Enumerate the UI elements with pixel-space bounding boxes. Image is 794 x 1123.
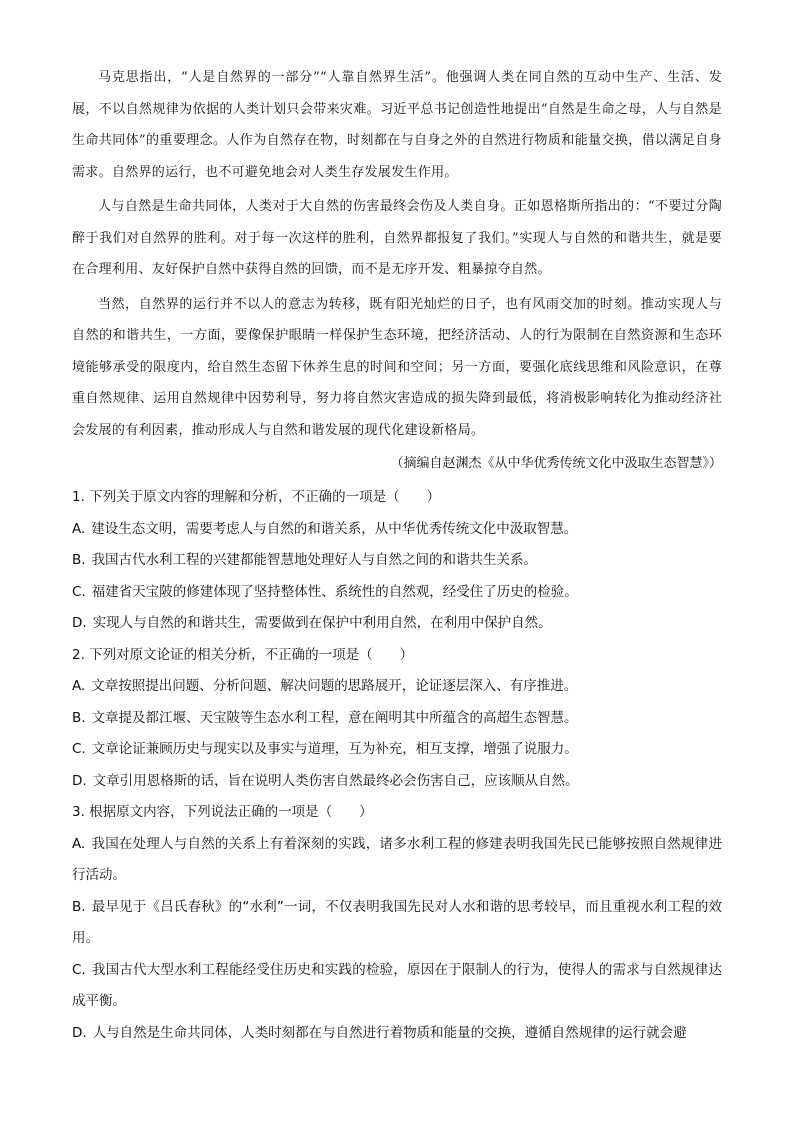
option-text: 我国古代水利工程的兴建都能智慧地处理好人与自然之间的和谐共生关系。 xyxy=(91,552,538,568)
option-text: 最早见于《吕氏春秋》的“水利”一词，不仅表明我国先民对人水和谐的思考较早，而且重视水利工程的效用。 xyxy=(72,898,722,946)
option-letter: A. xyxy=(72,678,86,694)
option-text: 文章按照提出问题、分析问题、解决问题的思路展开，论证逐层深入、有序推进。 xyxy=(91,678,578,694)
answer-option-d xyxy=(72,766,722,798)
option-letter: C. xyxy=(72,741,86,757)
option-text: 福建省天宝陂的修建体现了坚持整体性、系统性的自然观，经受住了历史的检验。 xyxy=(91,583,578,600)
question-stem: 2. 下列对原文论证的相关分析，不正确的一项是（ ） xyxy=(72,646,414,663)
option-text: 我国古代大型水利工程能经受住历史和实践的检验，原因在于限制人的行为，使得人的需求与自然规律达成平衡。 xyxy=(72,961,722,1009)
option-text: 我国在处理人与自然的关系上有着深刻的实践，诸多水利工程的修建表明我国先民已能够按照自然规律进行活动。 xyxy=(72,835,722,883)
answer-option-a xyxy=(72,671,722,703)
option-letter: A. xyxy=(72,520,86,537)
option-letter: C. xyxy=(72,583,86,600)
answer-option-b xyxy=(72,892,722,955)
option-letter: D. xyxy=(72,615,87,631)
option-letter: D. xyxy=(72,1024,87,1041)
option-text: 实现人与自然的和谐共生，需要做到在保护中利用自然，在利用中保护自然。 xyxy=(92,615,552,631)
question-list xyxy=(72,482,722,1049)
question-stem: 3. 根据原文内容，下列说法正确的一项是（ ） xyxy=(72,804,373,820)
source-citation: （摘编自赵渊杰《从中华优秀传统文化中汲取生态智慧》） xyxy=(390,456,722,471)
page-content xyxy=(72,62,722,1049)
option-text: 文章提及都江堰、天宝陂等生态水利工程，意在阐明其中所蕴含的高超生态智慧。 xyxy=(91,709,578,726)
answer-option-a xyxy=(72,829,722,892)
answer-option-a xyxy=(72,514,722,546)
option-text: 建设生态文明，需要考虑人与自然的和谐关系，从中华优秀传统文化中汲取智慧。 xyxy=(91,520,578,537)
option-letter: B. xyxy=(72,898,86,915)
answer-option-b xyxy=(72,545,722,577)
question-1 xyxy=(72,482,722,640)
answer-option-d xyxy=(72,608,722,640)
option-letter: A. xyxy=(72,835,86,852)
answer-option-d xyxy=(72,1018,722,1050)
question-3 xyxy=(72,797,722,1049)
answer-option-b xyxy=(72,703,722,735)
reading-passage xyxy=(72,62,722,446)
option-letter: D. xyxy=(72,772,87,789)
option-text: 人与自然是生命共同体，人类时刻都在与自然进行着物质和能量的交换，遵循自然规律的运行就会避 xyxy=(92,1024,687,1041)
option-text: 文章论证兼顾历史与现实以及事实与道理，互为补充，相互支撑，增强了说服力。 xyxy=(91,741,578,757)
passage-paragraph: 当然，自然界的运行并不以人的意志为转移，既有阳光灿烂的日子，也有风雨交加的时刻。推动实现人与自然的和谐共生，一方面，要像保护眼睛一样保护生态环境，把经济活动、人的行为限制在自然资源和生态环境能够承受的限度内，给自然生态留下休养生息的时间和空间；另一方面，要强化底线思维和风险意识，在尊重自然规律、运用自然规律中因势利导，努力将自然灾害造成的损失降到最低，将消极影响转化为推动经济社会发展的有利因素，推动形成人与自然和谐发展的现代化建设新格局。 xyxy=(72,296,722,438)
option-text: 文章引用恩格斯的话，旨在说明人类伤害自然最终必会伤害自己，应该顺从自然。 xyxy=(92,772,579,789)
answer-option-c xyxy=(72,577,722,609)
option-letter: B. xyxy=(72,552,86,568)
question-2 xyxy=(72,640,722,798)
answer-option-c xyxy=(72,734,722,766)
question-stem: 1. 下列关于原文内容的理解和分析，不正确的一项是（ ） xyxy=(72,489,441,505)
passage-paragraph: 马克思指出，“人是自然界的一部分”“人靠自然界生活”。他强调人类在同自然的互动中生产、生活、发展，不以自然规律为依据的人类计划只会带来灾难。习近平总书记创造性地提出“自然是生命之母，人与自然是生命共同体”的重要理念。人作为自然存在物，时刻都在与自身之外的自然进行物质和能量交换，借以满足自身需求。自然界的运行，也不可避免地会对人类生存发展发生作用。 xyxy=(72,70,722,180)
answer-option-c xyxy=(72,955,722,1018)
option-letter: B. xyxy=(72,709,86,726)
option-letter: C. xyxy=(72,961,86,978)
passage-paragraph: 人与自然是生命共同体，人类对于大自然的伤害最终会伤及人类自身。正如恩格斯所指出的：“不要过分陶醉于我们对自然界的胜利。对于每一次这样的胜利，自然界都报复了我们。”实现人与自然的和谐共生，就是要在合理利用、友好保护自然中获得自然的回馈，而不是无序开发、粗暴掠夺自然。 xyxy=(72,199,722,277)
